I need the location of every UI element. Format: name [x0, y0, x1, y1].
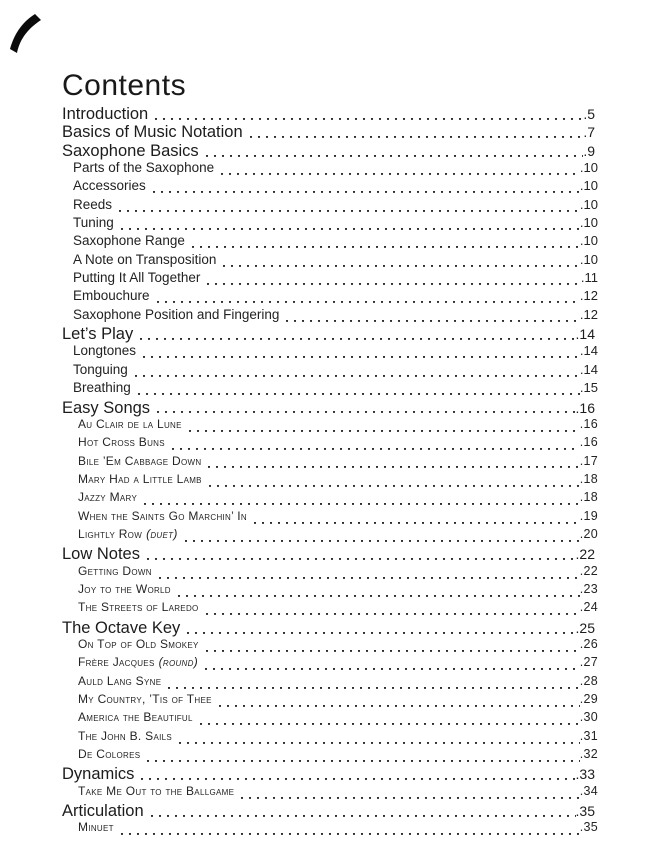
toc-entry-page: . 9: [583, 143, 595, 159]
toc-entry-label: Frère Jacques: [78, 655, 155, 670]
toc-entry: [62, 160, 598, 178]
toc-entry: [62, 105, 598, 123]
toc-entry-page: . 10: [580, 160, 598, 175]
toc-entry-suffix: (duet): [146, 526, 178, 541]
toc-entry-label: Tuning: [73, 215, 114, 231]
toc-entry-page: . 10: [580, 252, 598, 267]
toc-entry: [62, 802, 598, 820]
toc-entry: [62, 820, 598, 838]
toc-entry-page: . 34: [580, 784, 598, 798]
toc-entry: [62, 233, 598, 251]
toc-entry-page: . 24: [580, 600, 598, 614]
toc-entry: [62, 270, 598, 288]
toc-entry-label: Take Me Out to the Ballgame: [78, 783, 235, 798]
dot-leader: [157, 399, 575, 417]
toc-entry-page: . 16: [580, 435, 598, 449]
toc-entry: [62, 564, 598, 582]
toc-entry-page: . 5: [583, 106, 595, 122]
toc-entry-label: Articulation: [62, 802, 144, 821]
toc-entry-page: . 15: [580, 380, 598, 395]
toc-entry-label: Auld Lang Syne: [78, 673, 162, 688]
toc-entry-page: . 18: [580, 490, 598, 504]
dot-leader: [141, 765, 575, 783]
toc-entry-page: . 12: [580, 288, 598, 303]
toc-entry-label: The John B. Sails: [78, 728, 173, 743]
toc-entry-label: Embouchure: [73, 288, 150, 304]
toc-entry-page: . 16: [576, 400, 595, 416]
toc-entry: [62, 765, 598, 783]
toc-entry-page: . 32: [580, 747, 598, 761]
dot-leader: [144, 490, 580, 508]
toc-entry-label: Jazzy Mary: [78, 490, 138, 505]
toc-entry-page: . 27: [580, 655, 598, 669]
dot-leader: [206, 600, 580, 618]
toc-entry-label: A Note on Transposition: [73, 251, 217, 267]
toc-entry-label: Getting Down: [78, 563, 152, 578]
toc-entry-page: . 19: [580, 509, 598, 523]
toc-entry-page: . 22: [576, 546, 595, 562]
toc-entry-label: The Octave Key: [62, 618, 181, 637]
toc-entry: [62, 655, 598, 673]
toc-entry: [62, 472, 598, 490]
toc-entry-label: My Country, ’Tis of Thee: [78, 692, 212, 706]
toc-entry-page: . 10: [580, 233, 598, 248]
toc-entry: [62, 582, 598, 600]
dot-leader: [254, 509, 580, 527]
toc-entry-label: De Colores: [78, 747, 141, 762]
toc-entry-page: . 11: [581, 270, 598, 285]
toc-entry-page: . 29: [580, 692, 598, 706]
dot-leader: [155, 105, 583, 123]
dot-leader: [151, 802, 576, 820]
toc-entry-page: . 35: [580, 820, 598, 834]
toc-entry: [62, 527, 598, 545]
toc-entry: [62, 454, 598, 472]
toc-entry-page: . 10: [580, 197, 598, 212]
toc-entry: [62, 380, 598, 398]
dot-leader: [135, 362, 580, 380]
toc-entry-page: . 35: [576, 803, 595, 819]
dot-leader: [241, 784, 580, 802]
dot-leader: [168, 674, 579, 692]
dot-leader: [187, 619, 575, 637]
toc-entry-page: . 20: [580, 527, 598, 541]
toc-entry: [62, 197, 598, 215]
toc-entry-label: Parts of the Saxophone: [73, 160, 215, 176]
toc-entry-page: . 28: [580, 674, 598, 688]
dot-leader: [206, 142, 584, 160]
dot-leader: [138, 380, 580, 398]
dot-leader: [189, 417, 580, 435]
toc-entry: [62, 545, 598, 563]
toc-entry: [62, 637, 598, 655]
page-title: Contents: [62, 69, 187, 102]
toc-entry-label: Easy Songs: [62, 398, 151, 417]
dot-leader: [179, 729, 580, 747]
toc-entry-label: Accessories: [73, 178, 146, 194]
toc-entry-label: Saxophone Position and Fingering: [73, 306, 280, 322]
dot-leader: [221, 160, 580, 178]
toc-entry: [62, 619, 598, 637]
dot-leader: [159, 564, 580, 582]
toc-entry-label: Breathing: [73, 380, 131, 396]
toc-entry-page: . 12: [580, 307, 598, 322]
toc-entry: [62, 747, 598, 765]
toc-entry-page: . 18: [580, 472, 598, 486]
toc-entry-label: Introduction: [62, 105, 149, 123]
dot-leader: [205, 655, 580, 673]
toc-entry-label: The Streets of Laredo: [78, 600, 199, 615]
toc-entry-label: Bile ’Em Cabbage Down: [78, 453, 202, 468]
toc-entry: [62, 490, 598, 508]
toc-entry: [62, 215, 598, 233]
toc-entry: [62, 178, 598, 196]
dot-leader: [223, 252, 580, 270]
dot-leader: [206, 637, 580, 655]
toc-entry: [62, 343, 598, 361]
dot-leader: [207, 270, 581, 288]
toc-entry-label: Minuet: [78, 820, 114, 835]
dot-leader: [200, 710, 580, 728]
toc-entry: [62, 710, 598, 728]
dot-leader: [147, 545, 576, 563]
toc-entry-label: Reeds: [73, 196, 113, 212]
dot-leader: [143, 343, 580, 361]
toc-entry: [62, 252, 598, 270]
toc-entry-label: Low Notes: [62, 545, 140, 564]
toc-entry-label: Joy to the World: [78, 581, 171, 596]
toc-entry: [62, 417, 598, 435]
toc-entry-page: . 22: [580, 564, 598, 578]
toc-entry: [62, 399, 598, 417]
toc-entry: [62, 600, 598, 618]
dot-leader: [119, 197, 580, 215]
toc-entry-page: . 7: [583, 124, 595, 140]
toc-entry: [62, 435, 598, 453]
toc-entry: [62, 142, 598, 160]
toc-entry-page: . 10: [580, 215, 598, 230]
toc-entry-page: . 14: [580, 362, 598, 377]
toc-entry-label: Lightly Row: [78, 526, 143, 541]
toc-entry-label: On Top of Old Smokey: [78, 636, 199, 651]
toc-entry: [62, 325, 598, 343]
toc-entry-label: America the Beautiful: [78, 710, 193, 725]
toc-entry-page: . 14: [580, 343, 598, 358]
toc-entry-page: . 10: [580, 178, 598, 193]
toc-entry-page: . 16: [580, 417, 598, 431]
toc-entry-label: Putting It All Together: [73, 270, 201, 286]
toc-entry: [62, 692, 598, 710]
toc-entry-label: Dynamics: [62, 765, 135, 784]
dot-leader: [286, 307, 580, 325]
toc-entry-label: Hot Cross Buns: [78, 435, 165, 450]
toc-entry-page: . 14: [576, 326, 595, 342]
dot-leader: [172, 435, 580, 453]
toc-entry: [62, 509, 598, 527]
dot-leader: [219, 692, 580, 710]
dot-leader: [121, 820, 580, 838]
dot-leader: [157, 288, 580, 306]
toc-entry: [62, 362, 598, 380]
dot-leader: [153, 178, 580, 196]
dot-leader: [209, 472, 580, 490]
toc-entry-label: Tonguing: [73, 361, 128, 377]
toc-entry-label: Au Clair de la Lune: [78, 416, 182, 431]
toc-entry: [62, 123, 598, 141]
toc-entry: [62, 307, 598, 325]
toc-entry-suffix: (round): [158, 655, 199, 670]
dot-leader: [121, 215, 580, 233]
dot-leader: [147, 747, 579, 765]
toc-entry: [62, 288, 598, 306]
toc-entry-label: Mary Had a Little Lamb: [78, 471, 202, 486]
toc-entry: [62, 729, 598, 747]
toc-entry-page: . 33: [576, 766, 595, 782]
toc-entry-page: . 26: [580, 637, 598, 651]
dot-leader: [208, 454, 579, 472]
dot-leader: [192, 233, 580, 251]
toc-entry: [62, 784, 598, 802]
toc-entry-page: . 25: [576, 620, 595, 636]
toc-entry-page: . 31: [580, 729, 598, 743]
toc-entry: [62, 674, 598, 692]
dot-leader: [178, 582, 580, 600]
toc-entry-label: Longtones: [73, 343, 137, 359]
toc-list: [62, 105, 598, 839]
toc-entry-label: When the Saints Go Marchin’ In: [78, 508, 248, 523]
toc-entry-page: . 23: [580, 582, 598, 596]
toc-entry-page: . 17: [580, 454, 598, 468]
toc-entry-page: . 30: [580, 710, 598, 724]
toc-entry-label: Saxophone Range: [73, 233, 185, 249]
dot-leader: [250, 123, 584, 141]
toc-entry-label: Saxophone Basics: [62, 141, 199, 160]
dot-leader: [140, 325, 575, 343]
toc-entry-label: Let’s Play: [62, 325, 134, 344]
dot-leader: [185, 527, 580, 545]
toc-entry-label: Basics of Music Notation: [62, 123, 243, 142]
